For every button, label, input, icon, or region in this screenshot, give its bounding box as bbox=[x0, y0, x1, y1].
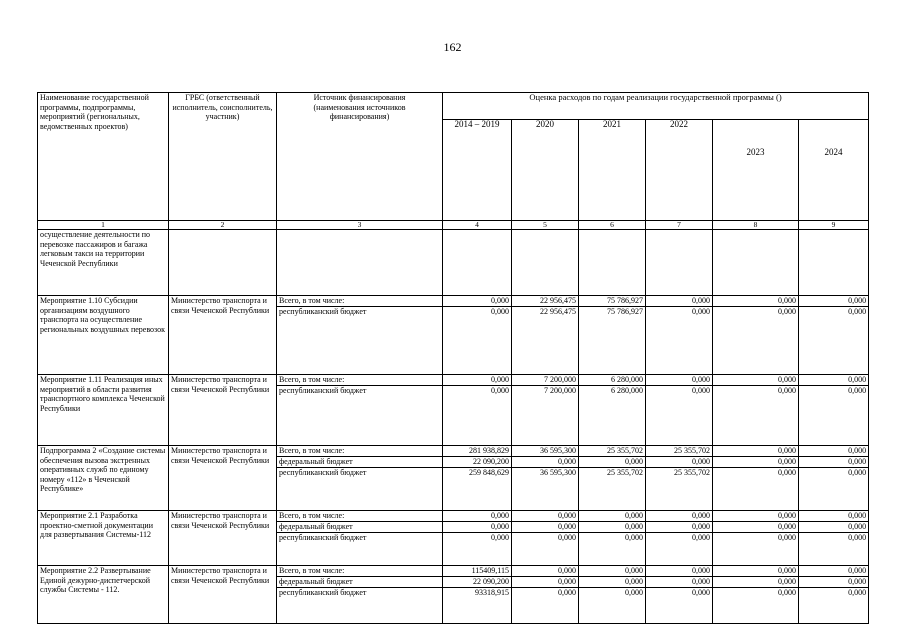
column-number: 9 bbox=[799, 221, 869, 230]
column-number: 3 bbox=[277, 221, 443, 230]
year-value: 0,000 bbox=[713, 307, 799, 375]
year-value bbox=[799, 230, 869, 296]
year-value: 0,000 bbox=[443, 511, 512, 522]
header-year: 2023 bbox=[713, 120, 799, 221]
year-value: 0,000 bbox=[646, 566, 713, 577]
item-name: Мероприятие 2.2 Развертывание Единой дежурно-диспетчерской службы Системы - 112. bbox=[38, 566, 169, 624]
header-source: Источник финансирования (наименования источников финансирования) bbox=[277, 93, 443, 221]
year-value: 0,000 bbox=[579, 533, 646, 566]
funding-source: республиканский бюджет bbox=[277, 386, 443, 446]
column-number: 1 bbox=[38, 221, 169, 230]
funding-source bbox=[277, 230, 443, 296]
year-value: 0,000 bbox=[713, 566, 799, 577]
item-grbs: Министерство транспорта и связи Чеченской Республики bbox=[169, 511, 277, 566]
year-value: 0,000 bbox=[512, 588, 579, 624]
funding-source: Всего, в том числе: bbox=[277, 446, 443, 457]
year-value: 0,000 bbox=[799, 375, 869, 386]
year-value: 0,000 bbox=[713, 386, 799, 446]
funding-source: федеральный бюджет bbox=[277, 522, 443, 533]
funding-source: федеральный бюджет bbox=[277, 577, 443, 588]
year-value: 0,000 bbox=[512, 457, 579, 468]
year-value: 0,000 bbox=[512, 511, 579, 522]
column-number: 4 bbox=[443, 221, 512, 230]
column-number: 6 bbox=[579, 221, 646, 230]
item-name: Подпрограмма 2 «Создание системы обеспечения вызова экстренных оперативных служб по единому номеру «112» в Чеченской Республике» bbox=[38, 446, 169, 511]
year-value: 7 200,000 bbox=[512, 386, 579, 446]
header-estimate: Оценка расходов по годам реализации государственной программы () bbox=[443, 93, 869, 120]
year-value: 281 938,829 bbox=[443, 446, 512, 457]
year-value: 22 956,475 bbox=[512, 307, 579, 375]
table-row bbox=[38, 375, 869, 386]
year-value: 22 090,200 bbox=[443, 457, 512, 468]
column-number: 8 bbox=[713, 221, 799, 230]
column-number: 2 bbox=[169, 221, 277, 230]
page-number: 162 bbox=[443, 40, 462, 54]
header-year: 2022 bbox=[646, 120, 713, 221]
year-value: 0,000 bbox=[512, 577, 579, 588]
header-year: 2024 bbox=[799, 120, 869, 221]
year-value: 0,000 bbox=[646, 588, 713, 624]
year-value: 0,000 bbox=[443, 533, 512, 566]
year-value: 0,000 bbox=[579, 457, 646, 468]
year-value: 36 595,300 bbox=[512, 468, 579, 511]
column-number: 7 bbox=[646, 221, 713, 230]
year-value: 0,000 bbox=[646, 386, 713, 446]
year-value: 0,000 bbox=[713, 446, 799, 457]
year-value: 36 595,300 bbox=[512, 446, 579, 457]
column-numbers-row bbox=[38, 221, 869, 230]
budget-table bbox=[37, 92, 869, 624]
year-value: 7 200,000 bbox=[512, 375, 579, 386]
year-value: 0,000 bbox=[443, 386, 512, 446]
year-value: 259 848,629 bbox=[443, 468, 512, 511]
year-value: 0,000 bbox=[646, 522, 713, 533]
year-value: 0,000 bbox=[646, 533, 713, 566]
funding-source: республиканский бюджет bbox=[277, 468, 443, 511]
year-value: 22 090,200 bbox=[443, 577, 512, 588]
year-value: 0,000 bbox=[799, 566, 869, 577]
item-grbs bbox=[169, 230, 277, 296]
year-value: 0,000 bbox=[799, 533, 869, 566]
year-value: 115409,115 bbox=[443, 566, 512, 577]
header-grbs: ГРБС (ответственный исполнитель, соисполнитель, участник) bbox=[169, 93, 277, 221]
funding-source: Всего, в том числе: bbox=[277, 375, 443, 386]
year-value: 6 280,000 bbox=[579, 375, 646, 386]
year-value: 0,000 bbox=[799, 296, 869, 307]
year-value: 0,000 bbox=[713, 588, 799, 624]
table-body bbox=[38, 230, 869, 624]
year-value: 0,000 bbox=[512, 533, 579, 566]
year-value: 0,000 bbox=[713, 468, 799, 511]
year-value: 22 956,475 bbox=[512, 296, 579, 307]
year-value bbox=[512, 230, 579, 296]
item-grbs: Министерство транспорта и связи Чеченской Республики bbox=[169, 296, 277, 375]
year-value: 0,000 bbox=[799, 511, 869, 522]
item-grbs: Министерство транспорта и связи Чеченской Республики bbox=[169, 446, 277, 511]
table-row bbox=[38, 566, 869, 577]
header-year: 2020 bbox=[512, 120, 579, 221]
item-name: Мероприятие 2.1 Разработка проектно-сметной документации для развертывания Системы-112 bbox=[38, 511, 169, 566]
year-value: 0,000 bbox=[713, 533, 799, 566]
year-value bbox=[443, 230, 512, 296]
year-value: 0,000 bbox=[579, 566, 646, 577]
year-value: 0,000 bbox=[579, 511, 646, 522]
funding-source: федеральный бюджет bbox=[277, 457, 443, 468]
item-name: Мероприятие 1.11 Реализация иных мероприятий в области развития транспортного комплекса Чеченской Республики bbox=[38, 375, 169, 446]
year-value: 0,000 bbox=[512, 566, 579, 577]
year-value: 6 280,000 bbox=[579, 386, 646, 446]
year-value: 0,000 bbox=[512, 522, 579, 533]
header-year: 2014 – 2019 bbox=[443, 120, 512, 221]
year-value: 0,000 bbox=[799, 468, 869, 511]
funding-source: республиканский бюджет bbox=[277, 588, 443, 624]
table-row bbox=[38, 230, 869, 296]
funding-source: Всего, в том числе: bbox=[277, 296, 443, 307]
year-value: 0,000 bbox=[713, 511, 799, 522]
year-value bbox=[713, 230, 799, 296]
year-value: 0,000 bbox=[443, 296, 512, 307]
item-name: Мероприятие 1.10 Субсидии организациям воздушного транспорта на осуществление региональных воздушных перевозок bbox=[38, 296, 169, 375]
year-value: 93318,915 bbox=[443, 588, 512, 624]
item-grbs: Министерство транспорта и связи Чеченской Республики bbox=[169, 375, 277, 446]
year-value: 0,000 bbox=[713, 522, 799, 533]
year-value: 0,000 bbox=[646, 511, 713, 522]
year-value: 25 355,702 bbox=[579, 468, 646, 511]
year-value: 0,000 bbox=[799, 446, 869, 457]
item-name: осуществление деятельности по перевозке пассажиров и багажа легковым такси на территории Чеченской Республики bbox=[38, 230, 169, 296]
funding-source: Всего, в том числе: bbox=[277, 511, 443, 522]
year-value bbox=[646, 230, 713, 296]
year-value: 0,000 bbox=[646, 307, 713, 375]
year-value: 75 786,927 bbox=[579, 296, 646, 307]
year-value: 0,000 bbox=[443, 375, 512, 386]
year-value: 25 355,702 bbox=[646, 446, 713, 457]
table-row bbox=[38, 446, 869, 457]
year-value: 0,000 bbox=[579, 588, 646, 624]
year-value: 0,000 bbox=[799, 588, 869, 624]
year-value: 0,000 bbox=[713, 457, 799, 468]
year-value: 25 355,702 bbox=[579, 446, 646, 457]
year-value bbox=[579, 230, 646, 296]
year-value: 75 786,927 bbox=[579, 307, 646, 375]
year-value: 0,000 bbox=[713, 375, 799, 386]
year-value: 0,000 bbox=[799, 522, 869, 533]
funding-source: республиканский бюджет bbox=[277, 307, 443, 375]
header-year: 2021 bbox=[579, 120, 646, 221]
year-value: 0,000 bbox=[443, 307, 512, 375]
year-value: 0,000 bbox=[646, 375, 713, 386]
year-value: 0,000 bbox=[799, 577, 869, 588]
year-value: 0,000 bbox=[579, 577, 646, 588]
year-value: 0,000 bbox=[443, 522, 512, 533]
year-value: 0,000 bbox=[579, 522, 646, 533]
table-row bbox=[38, 511, 869, 522]
funding-source: Всего, в том числе: bbox=[277, 566, 443, 577]
year-value: 0,000 bbox=[646, 296, 713, 307]
year-value: 0,000 bbox=[799, 386, 869, 446]
table-row bbox=[38, 296, 869, 307]
year-value: 25 355,702 bbox=[646, 468, 713, 511]
year-value: 0,000 bbox=[713, 296, 799, 307]
year-value: 0,000 bbox=[799, 307, 869, 375]
funding-source: республиканский бюджет bbox=[277, 533, 443, 566]
year-value: 0,000 bbox=[713, 577, 799, 588]
year-value: 0,000 bbox=[646, 457, 713, 468]
column-number: 5 bbox=[512, 221, 579, 230]
year-value: 0,000 bbox=[646, 577, 713, 588]
year-value: 0,000 bbox=[799, 457, 869, 468]
header-name: Наименование государственной программы, подпрограммы, мероприятий (региональных, ведомственных проектов) bbox=[38, 93, 169, 221]
item-grbs: Министерство транспорта и связи Чеченской Республики bbox=[169, 566, 277, 624]
